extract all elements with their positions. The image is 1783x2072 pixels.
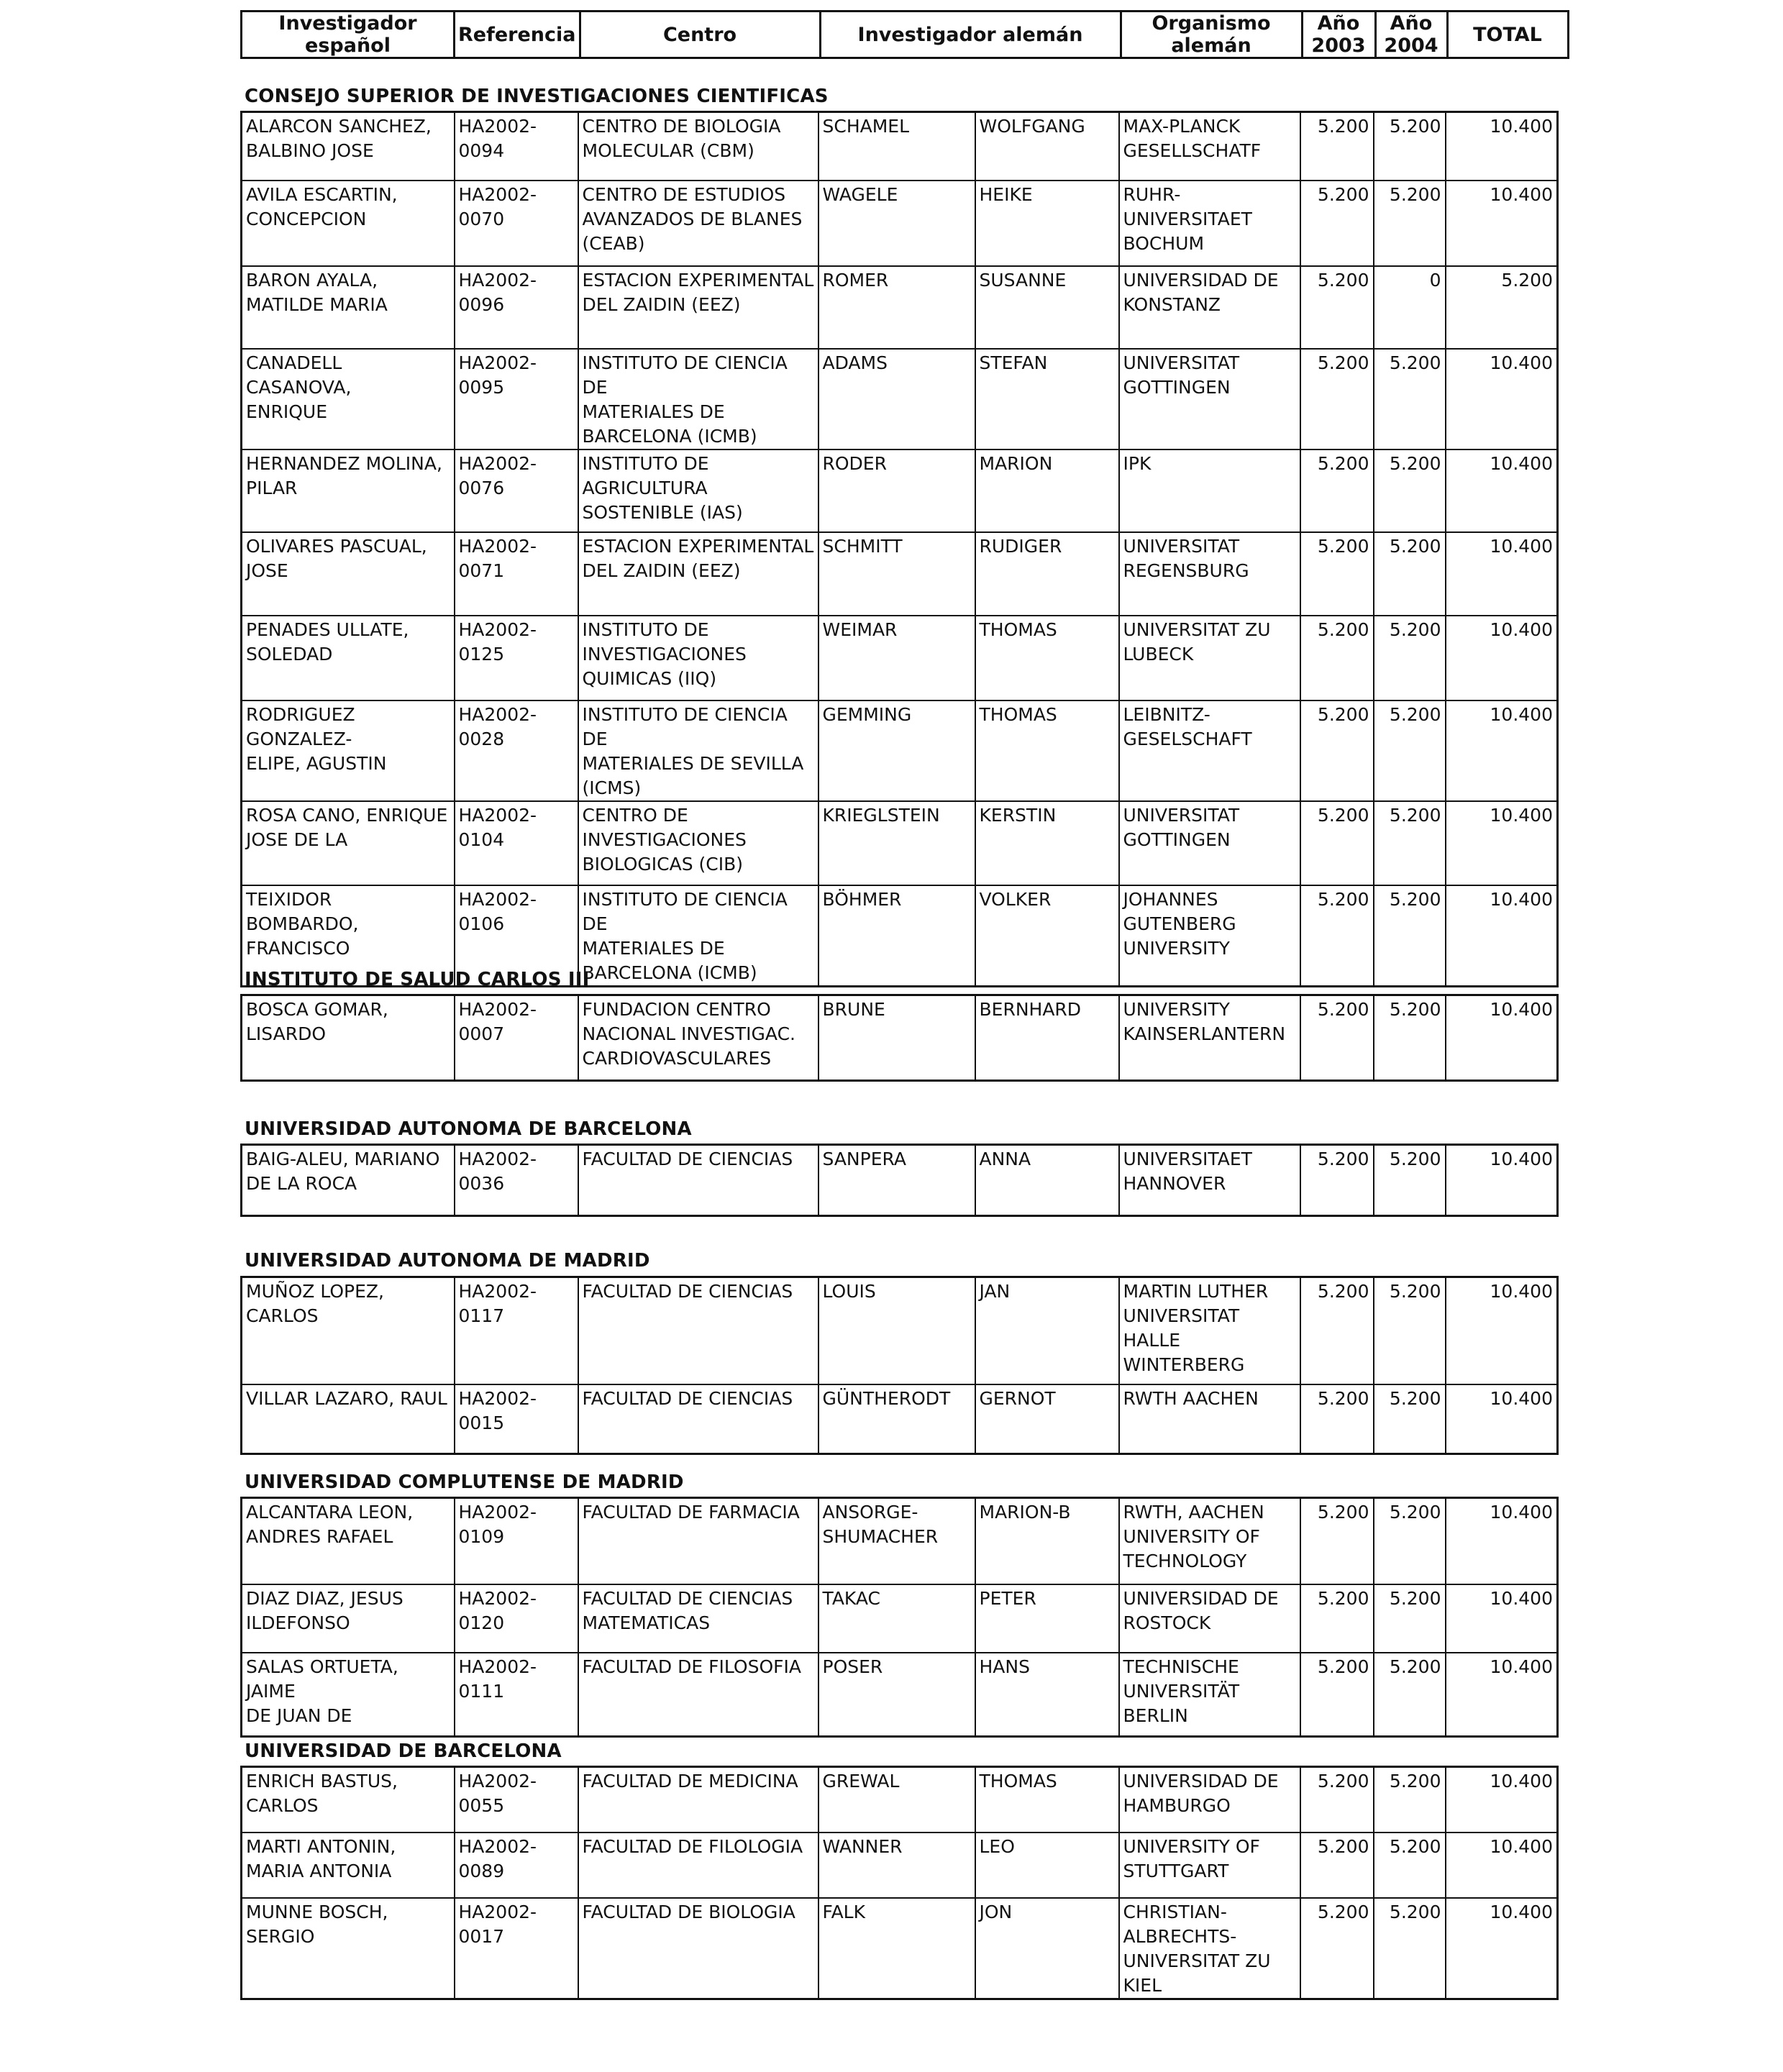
cell-ano-2004: 5.200 <box>1374 1767 1446 1833</box>
cell-ano-2004: 5.200 <box>1374 700 1446 801</box>
cell-ano-2004: 5.200 <box>1374 1653 1446 1737</box>
cell-nombre-aleman: JAN <box>975 1277 1119 1384</box>
cell-organismo-aleman: MARTIN LUTHER UNIVERSITAT HALLE WINTERBERG <box>1119 1277 1300 1384</box>
cell-total: 10.400 <box>1446 1584 1558 1653</box>
cell-referencia: HA2002-0117 <box>455 1277 578 1384</box>
cell-referencia: HA2002-0076 <box>455 449 578 532</box>
cell-total: 10.400 <box>1446 532 1558 616</box>
table-row <box>242 616 1558 700</box>
cell-centro: INSTITUTO DE AGRICULTURA SOSTENIBLE (IAS) <box>578 449 818 532</box>
cell-ano-2003: 5.200 <box>1300 616 1374 700</box>
cell-organismo-aleman: LEIBNITZ- GESELSCHAFT <box>1119 700 1300 801</box>
cell-referencia: HA2002-0120 <box>455 1584 578 1653</box>
cell-apellido-aleman: GREWAL <box>818 1767 975 1833</box>
cell-investigador-espanol: BARON AYALA, MATILDE MARIA <box>242 266 455 349</box>
cell-apellido-aleman: SCHMITT <box>818 532 975 616</box>
cell-investigador-espanol: ALCANTARA LEON, ANDRES RAFAEL <box>242 1498 455 1584</box>
table-row <box>242 995 1558 1081</box>
cell-referencia: HA2002-0036 <box>455 1145 578 1216</box>
cell-organismo-aleman: UNIVERSIDAD DE KONSTANZ <box>1119 266 1300 349</box>
cell-referencia: HA2002-0125 <box>455 616 578 700</box>
cell-ano-2004: 5.200 <box>1374 449 1446 532</box>
cell-apellido-aleman: GEMMING <box>818 700 975 801</box>
cell-nombre-aleman: JON <box>975 1898 1119 1999</box>
cell-total: 10.400 <box>1446 449 1558 532</box>
cell-investigador-espanol: CANADELL CASANOVA, ENRIQUE <box>242 349 455 449</box>
cell-total: 10.400 <box>1446 801 1558 885</box>
section-table <box>240 994 1559 1082</box>
cell-nombre-aleman: SUSANNE <box>975 266 1119 349</box>
cell-apellido-aleman: WAGELE <box>818 181 975 266</box>
cell-nombre-aleman: HEIKE <box>975 181 1119 266</box>
cell-apellido-aleman: WANNER <box>818 1833 975 1898</box>
cell-organismo-aleman: JOHANNES GUTENBERG UNIVERSITY <box>1119 885 1300 987</box>
header-organismo-aleman: Organismo alemán <box>1121 12 1302 58</box>
cell-apellido-aleman: GÜNTHERODT <box>818 1384 975 1454</box>
cell-total: 5.200 <box>1446 266 1558 349</box>
cell-total: 10.400 <box>1446 1767 1558 1833</box>
cell-total: 10.400 <box>1446 1833 1558 1898</box>
cell-organismo-aleman: UNIVERSITY KAINSERLANTERN <box>1119 995 1300 1081</box>
cell-investigador-espanol: VILLAR LAZARO, RAUL <box>242 1384 455 1454</box>
cell-organismo-aleman: UNIVERSITAT REGENSBURG <box>1119 532 1300 616</box>
cell-nombre-aleman: RUDIGER <box>975 532 1119 616</box>
cell-ano-2004: 5.200 <box>1374 112 1446 181</box>
cell-referencia: HA2002-0106 <box>455 885 578 987</box>
cell-investigador-espanol: HERNANDEZ MOLINA, PILAR <box>242 449 455 532</box>
cell-referencia: HA2002-0096 <box>455 266 578 349</box>
cell-total: 10.400 <box>1446 995 1558 1081</box>
cell-ano-2003: 5.200 <box>1300 349 1374 449</box>
cell-centro: INSTITUTO DE INVESTIGACIONES QUIMICAS (IIQ) <box>578 616 818 700</box>
cell-centro: FACULTAD DE FILOSOFIA <box>578 1653 818 1737</box>
cell-nombre-aleman: LEO <box>975 1833 1119 1898</box>
cell-organismo-aleman: UNIVERSITAT GOTTINGEN <box>1119 349 1300 449</box>
cell-investigador-espanol: BOSCA GOMAR, LISARDO <box>242 995 455 1081</box>
cell-ano-2004: 5.200 <box>1374 995 1446 1081</box>
cell-centro: INSTITUTO DE CIENCIA DE MATERIALES DE BARCELONA (ICMB) <box>578 885 818 987</box>
section-table <box>240 1144 1559 1217</box>
section-title: CONSEJO SUPERIOR DE INVESTIGACIONES CIENTIFICAS <box>245 86 829 107</box>
cell-centro: FACULTAD DE CIENCIAS <box>578 1384 818 1454</box>
cell-ano-2003: 5.200 <box>1300 449 1374 532</box>
cell-apellido-aleman: POSER <box>818 1653 975 1737</box>
section-table <box>240 1766 1559 2000</box>
cell-apellido-aleman: WEIMAR <box>818 616 975 700</box>
cell-ano-2004: 5.200 <box>1374 801 1446 885</box>
cell-organismo-aleman: CHRISTIAN- ALBRECHTS- UNIVERSITAT ZU KIEL <box>1119 1898 1300 1999</box>
cell-referencia: HA2002-0095 <box>455 349 578 449</box>
section-table <box>240 1276 1559 1455</box>
cell-total: 10.400 <box>1446 181 1558 266</box>
cell-ano-2003: 5.200 <box>1300 532 1374 616</box>
cell-investigador-espanol: BAIG-ALEU, MARIANO DE LA ROCA <box>242 1145 455 1216</box>
header-investigador-aleman: Investigador alemán <box>820 12 1121 58</box>
cell-ano-2004: 5.200 <box>1374 1277 1446 1384</box>
cell-ano-2004: 0 <box>1374 266 1446 349</box>
cell-referencia: HA2002-0015 <box>455 1384 578 1454</box>
cell-ano-2003: 5.200 <box>1300 1384 1374 1454</box>
cell-total: 10.400 <box>1446 1145 1558 1216</box>
cell-ano-2004: 5.200 <box>1374 1498 1446 1584</box>
cell-investigador-espanol: MUÑOZ LOPEZ, CARLOS <box>242 1277 455 1384</box>
cell-centro: FACULTAD DE CIENCIAS <box>578 1145 818 1216</box>
cell-organismo-aleman: UNIVERSITAET HANNOVER <box>1119 1145 1300 1216</box>
cell-referencia: HA2002-0089 <box>455 1833 578 1898</box>
cell-investigador-espanol: AVILA ESCARTIN, CONCEPCION <box>242 181 455 266</box>
cell-ano-2003: 5.200 <box>1300 112 1374 181</box>
cell-organismo-aleman: UNIVERSIDAD DE ROSTOCK <box>1119 1584 1300 1653</box>
cell-referencia: HA2002-0071 <box>455 532 578 616</box>
cell-nombre-aleman: WOLFGANG <box>975 112 1119 181</box>
cell-nombre-aleman: BERNHARD <box>975 995 1119 1081</box>
table-row <box>242 700 1558 801</box>
cell-total: 10.400 <box>1446 1277 1558 1384</box>
section-table <box>240 111 1559 987</box>
cell-referencia: HA2002-0094 <box>455 112 578 181</box>
cell-nombre-aleman: THOMAS <box>975 616 1119 700</box>
cell-ano-2003: 5.200 <box>1300 1498 1374 1584</box>
cell-investigador-espanol: ENRICH BASTUS, CARLOS <box>242 1767 455 1833</box>
cell-centro: ESTACION EXPERIMENTAL DEL ZAIDIN (EEZ) <box>578 532 818 616</box>
cell-referencia: HA2002-0070 <box>455 181 578 266</box>
cell-nombre-aleman: PETER <box>975 1584 1119 1653</box>
table-row <box>242 1145 1558 1216</box>
header-investigador-espanol: Investigador español <box>242 12 455 58</box>
table-row <box>242 1584 1558 1653</box>
cell-centro: FACULTAD DE BIOLOGIA <box>578 1898 818 1999</box>
cell-ano-2003: 5.200 <box>1300 1653 1374 1737</box>
cell-organismo-aleman: UNIVERSITY OF STUTTGART <box>1119 1833 1300 1898</box>
cell-ano-2004: 5.200 <box>1374 349 1446 449</box>
cell-centro: FACULTAD DE MEDICINA <box>578 1767 818 1833</box>
cell-centro: FUNDACION CENTRO NACIONAL INVESTIGAC. CARDIOVASCULARES <box>578 995 818 1081</box>
cell-ano-2003: 5.200 <box>1300 1277 1374 1384</box>
cell-nombre-aleman: GERNOT <box>975 1384 1119 1454</box>
cell-apellido-aleman: BÖHMER <box>818 885 975 987</box>
header-total: TOTAL <box>1447 12 1568 58</box>
cell-organismo-aleman: UNIVERSITAT ZU LUBECK <box>1119 616 1300 700</box>
table-row <box>242 349 1558 449</box>
cell-ano-2003: 5.200 <box>1300 181 1374 266</box>
table-row <box>242 1898 1558 1999</box>
section-title: INSTITUTO DE SALUD CARLOS III <box>245 969 590 990</box>
cell-centro: CENTRO DE BIOLOGIA MOLECULAR (CBM) <box>578 112 818 181</box>
cell-ano-2004: 5.200 <box>1374 616 1446 700</box>
header-referencia: Referencia <box>455 12 580 58</box>
cell-centro: INSTITUTO DE CIENCIA DE MATERIALES DE SEVILLA (ICMS) <box>578 700 818 801</box>
cell-ano-2004: 5.200 <box>1374 1898 1446 1999</box>
cell-ano-2004: 5.200 <box>1374 1833 1446 1898</box>
cell-organismo-aleman: UNIVERSIDAD DE HAMBURGO <box>1119 1767 1300 1833</box>
header-centro: Centro <box>580 12 820 58</box>
cell-ano-2004: 5.200 <box>1374 1145 1446 1216</box>
cell-centro: FACULTAD DE FILOLOGIA <box>578 1833 818 1898</box>
cell-ano-2004: 5.200 <box>1374 1384 1446 1454</box>
cell-organismo-aleman: IPK <box>1119 449 1300 532</box>
cell-investigador-espanol: OLIVARES PASCUAL, JOSE <box>242 532 455 616</box>
cell-referencia: HA2002-0109 <box>455 1498 578 1584</box>
cell-total: 10.400 <box>1446 885 1558 987</box>
cell-nombre-aleman: STEFAN <box>975 349 1119 449</box>
cell-apellido-aleman: SCHAMEL <box>818 112 975 181</box>
cell-referencia: HA2002-0111 <box>455 1653 578 1737</box>
cell-ano-2003: 5.200 <box>1300 1145 1374 1216</box>
cell-organismo-aleman: RUHR- UNIVERSITAET BOCHUM <box>1119 181 1300 266</box>
cell-organismo-aleman: RWTH AACHEN <box>1119 1384 1300 1454</box>
cell-ano-2004: 5.200 <box>1374 885 1446 987</box>
column-header <box>240 10 1569 59</box>
cell-referencia: HA2002-0017 <box>455 1898 578 1999</box>
header-ano-2004: Año 2004 <box>1375 12 1447 58</box>
table-row <box>242 1833 1558 1898</box>
cell-apellido-aleman: LOUIS <box>818 1277 975 1384</box>
table-row <box>242 449 1558 532</box>
cell-apellido-aleman: KRIEGLSTEIN <box>818 801 975 885</box>
cell-referencia: HA2002-0104 <box>455 801 578 885</box>
section-title: UNIVERSIDAD AUTONOMA DE BARCELONA <box>245 1118 692 1140</box>
cell-organismo-aleman: RWTH, AACHEN UNIVERSITY OF TECHNOLOGY <box>1119 1498 1300 1584</box>
cell-investigador-espanol: ALARCON SANCHEZ, BALBINO JOSE <box>242 112 455 181</box>
table-row <box>242 1277 1558 1384</box>
cell-ano-2004: 5.200 <box>1374 1584 1446 1653</box>
table-row <box>242 1498 1558 1584</box>
cell-ano-2003: 5.200 <box>1300 266 1374 349</box>
table-row <box>242 1767 1558 1833</box>
cell-apellido-aleman: RODER <box>818 449 975 532</box>
cell-ano-2003: 5.200 <box>1300 801 1374 885</box>
table-row <box>242 112 1558 181</box>
cell-apellido-aleman: ANSORGE- SHUMACHER <box>818 1498 975 1584</box>
header-ano-2003: Año 2003 <box>1302 12 1375 58</box>
cell-ano-2003: 5.200 <box>1300 885 1374 987</box>
cell-referencia: HA2002-0007 <box>455 995 578 1081</box>
cell-apellido-aleman: SANPERA <box>818 1145 975 1216</box>
section-title: UNIVERSIDAD COMPLUTENSE DE MADRID <box>245 1471 684 1493</box>
table-row <box>242 1653 1558 1737</box>
cell-investigador-espanol: TEIXIDOR BOMBARDO, FRANCISCO <box>242 885 455 987</box>
cell-investigador-espanol: RODRIGUEZ GONZALEZ- ELIPE, AGUSTIN <box>242 700 455 801</box>
cell-ano-2003: 5.200 <box>1300 1833 1374 1898</box>
cell-organismo-aleman: UNIVERSITAT GOTTINGEN <box>1119 801 1300 885</box>
cell-centro: INSTITUTO DE CIENCIA DE MATERIALES DE BARCELONA (ICMB) <box>578 349 818 449</box>
cell-ano-2004: 5.200 <box>1374 181 1446 266</box>
cell-organismo-aleman: TECHNISCHE UNIVERSITÄT BERLIN <box>1119 1653 1300 1737</box>
cell-nombre-aleman: KERSTIN <box>975 801 1119 885</box>
cell-investigador-espanol: PENADES ULLATE, SOLEDAD <box>242 616 455 700</box>
table-row <box>242 266 1558 349</box>
cell-ano-2004: 5.200 <box>1374 532 1446 616</box>
cell-nombre-aleman: ANNA <box>975 1145 1119 1216</box>
cell-organismo-aleman: MAX-PLANCK GESELLSCHATF <box>1119 112 1300 181</box>
cell-centro: FACULTAD DE CIENCIAS MATEMATICAS <box>578 1584 818 1653</box>
cell-referencia: HA2002-0055 <box>455 1767 578 1833</box>
section-title: UNIVERSIDAD DE BARCELONA <box>245 1740 562 1762</box>
table-row <box>242 1384 1558 1454</box>
cell-nombre-aleman: MARION-B <box>975 1498 1119 1584</box>
cell-total: 10.400 <box>1446 700 1558 801</box>
cell-investigador-espanol: SALAS ORTUETA, JAIME DE JUAN DE <box>242 1653 455 1737</box>
table-row <box>242 532 1558 616</box>
cell-nombre-aleman: MARION <box>975 449 1119 532</box>
cell-apellido-aleman: BRUNE <box>818 995 975 1081</box>
cell-nombre-aleman: HANS <box>975 1653 1119 1737</box>
cell-total: 10.400 <box>1446 616 1558 700</box>
cell-apellido-aleman: FALK <box>818 1898 975 1999</box>
cell-nombre-aleman: THOMAS <box>975 1767 1119 1833</box>
cell-total: 10.400 <box>1446 1384 1558 1454</box>
cell-ano-2003: 5.200 <box>1300 1898 1374 1999</box>
cell-nombre-aleman: THOMAS <box>975 700 1119 801</box>
cell-referencia: HA2002-0028 <box>455 700 578 801</box>
cell-ano-2003: 5.200 <box>1300 1584 1374 1653</box>
cell-centro: ESTACION EXPERIMENTAL DEL ZAIDIN (EEZ) <box>578 266 818 349</box>
cell-total: 10.400 <box>1446 1498 1558 1584</box>
cell-ano-2003: 5.200 <box>1300 995 1374 1081</box>
cell-investigador-espanol: DIAZ DIAZ, JESUS ILDEFONSO <box>242 1584 455 1653</box>
cell-apellido-aleman: TAKAC <box>818 1584 975 1653</box>
cell-total: 10.400 <box>1446 349 1558 449</box>
cell-investigador-espanol: MARTI ANTONIN, MARIA ANTONIA <box>242 1833 455 1898</box>
cell-investigador-espanol: ROSA CANO, ENRIQUE JOSE DE LA <box>242 801 455 885</box>
cell-centro: FACULTAD DE CIENCIAS <box>578 1277 818 1384</box>
cell-apellido-aleman: ADAMS <box>818 349 975 449</box>
cell-nombre-aleman: VOLKER <box>975 885 1119 987</box>
table-row <box>242 801 1558 885</box>
cell-ano-2003: 5.200 <box>1300 1767 1374 1833</box>
section-table <box>240 1497 1559 1738</box>
cell-apellido-aleman: ROMER <box>818 266 975 349</box>
cell-total: 10.400 <box>1446 112 1558 181</box>
section-title: UNIVERSIDAD AUTONOMA DE MADRID <box>245 1250 650 1272</box>
cell-total: 10.400 <box>1446 1653 1558 1737</box>
cell-ano-2003: 5.200 <box>1300 700 1374 801</box>
cell-centro: FACULTAD DE FARMACIA <box>578 1498 818 1584</box>
cell-investigador-espanol: MUNNE BOSCH, SERGIO <box>242 1898 455 1999</box>
table-row <box>242 181 1558 266</box>
cell-centro: CENTRO DE INVESTIGACIONES BIOLOGICAS (CIB) <box>578 801 818 885</box>
cell-total: 10.400 <box>1446 1898 1558 1999</box>
cell-centro: CENTRO DE ESTUDIOS AVANZADOS DE BLANES (CEAB) <box>578 181 818 266</box>
